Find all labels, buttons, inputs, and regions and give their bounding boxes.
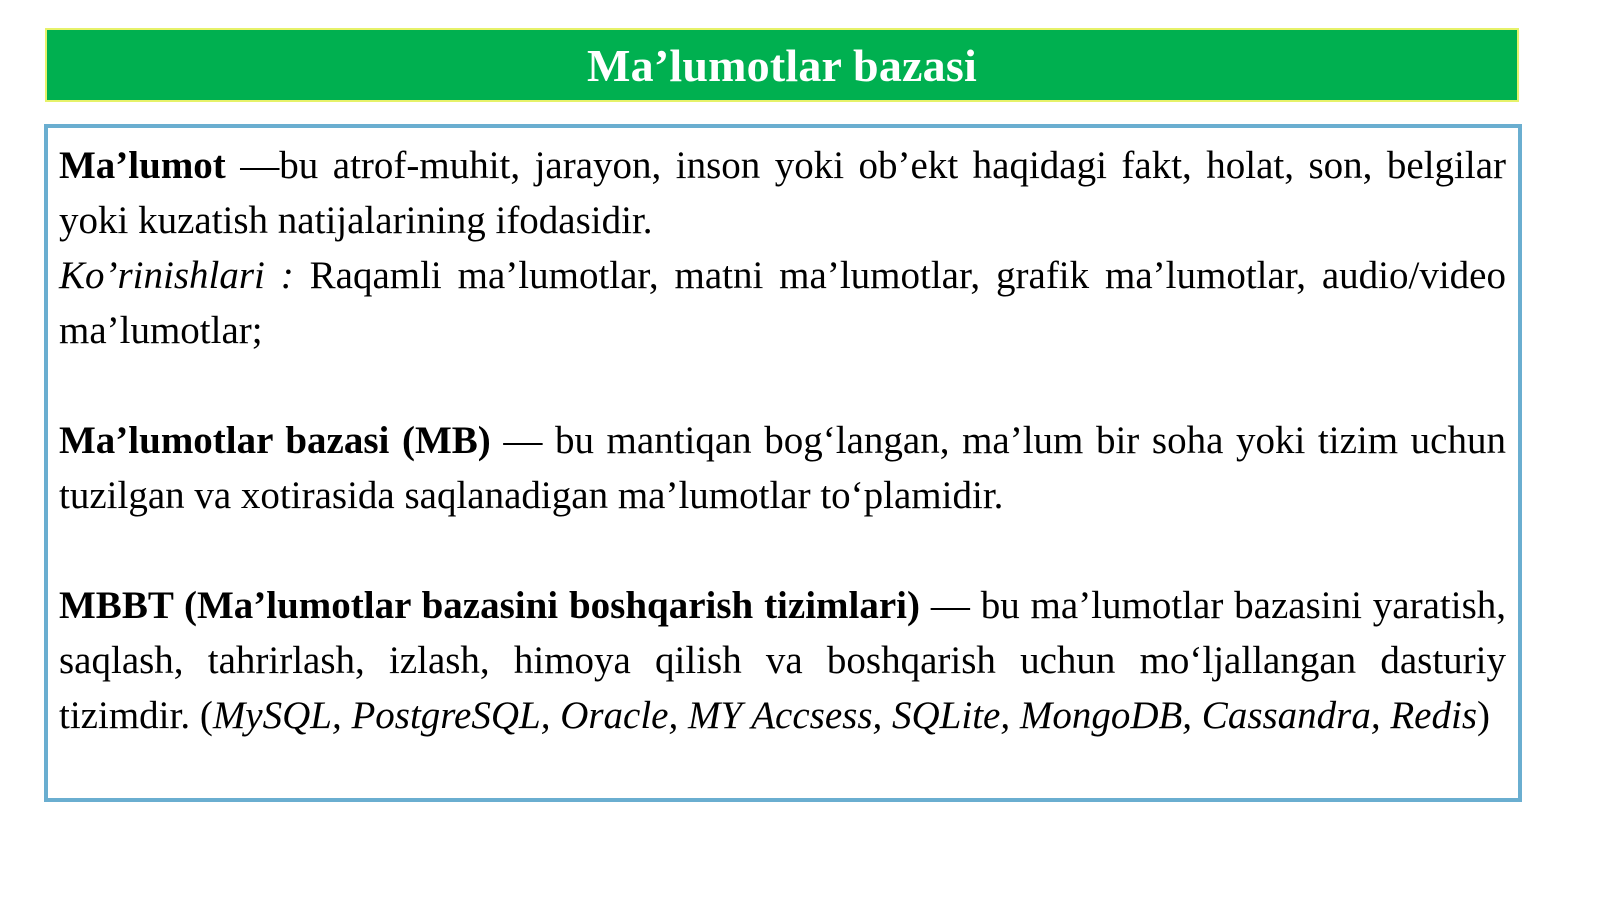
data-types-text: Raqamli ma’lumotlar, matni ma’lumotlar, grafik ma’lumotlar, audio/video ma’lumotlar; [59, 254, 1506, 352]
term-dbms: MBBT (Ma’lumotlar bazasini boshqarish tizimlari) [59, 584, 920, 627]
definition-database [59, 413, 1506, 523]
term-data: Ma’lumot [59, 144, 226, 187]
data-types-label: Ko’rinishlari : [59, 254, 294, 297]
dbms-examples-close: ) [1477, 694, 1490, 737]
definition-database-text: — bu mantiqan bog‘langan, ma’lum bir soha yoki tizim uchun tuzilgan va xotirasida saqlanadigan ma’lumotlar to‘plamidir. [59, 419, 1506, 517]
dbms-examples: MySQL, PostgreSQL, Oracle, MY Accsess, SQLite, MongoDB, Cassandra, Redis [212, 694, 1477, 737]
definition-data-text: —bu atrof-muhit, jarayon, inson yoki ob’ekt haqidagi fakt, holat, son, belgilar yoki kuzatish natijalarining ifodasidir. [59, 144, 1506, 242]
term-database: Ma’lumotlar bazasi (MB) [59, 419, 491, 462]
content-box [44, 124, 1522, 802]
spacer [59, 523, 1506, 578]
slide-title-bar [45, 28, 1519, 102]
definition-dbms-text: — bu ma’lumotlar bazasini yaratish, saqlash, tahrirlash, izlash, himoya qilish va boshqarish uchun mo‘ljallangan dasturiy tizimdir. ( [59, 584, 1507, 737]
definition-data [59, 138, 1506, 248]
spacer [59, 358, 1506, 413]
data-types [59, 248, 1506, 358]
definition-dbms [59, 578, 1506, 743]
slide-title: Ma’lumotlar bazasi [587, 39, 977, 91]
